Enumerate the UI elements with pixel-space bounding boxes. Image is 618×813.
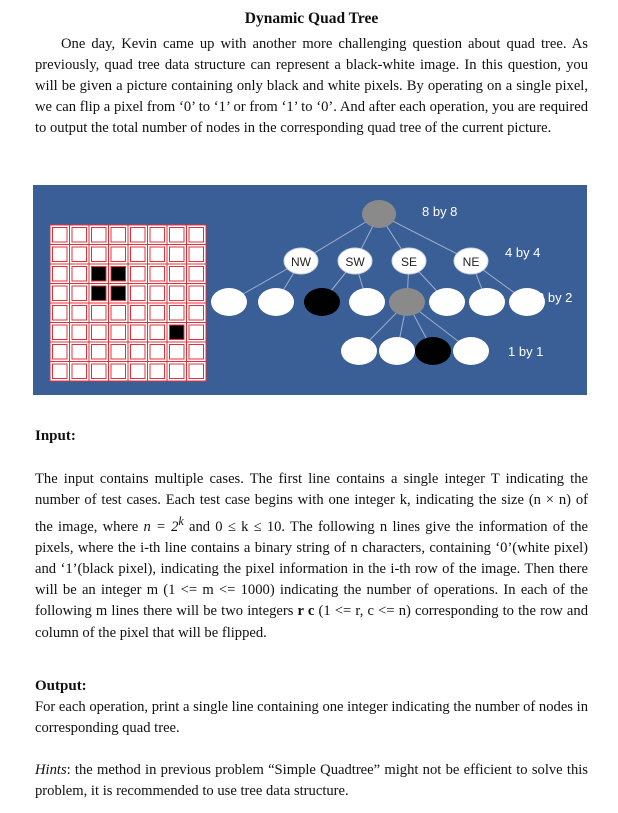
input-bold-vars: r c	[297, 603, 315, 620]
tree-node-level2	[304, 288, 340, 316]
input-text-2: and 0 ≤ k ≤ 10. The following n lines give the information of the pixels, where the i-th line contains a binary string of n characters, containing ‘0’(white pixel) and ‘1’(black pixel), indicating the pixel information in the i-th row of the image. Then there will be an integer m (1 <= m <= 1000) indicating the number of operations. In each of the following m lines there will be two integers	[35, 519, 588, 620]
grid-pixel	[189, 325, 204, 340]
grid-pixel	[92, 306, 107, 321]
label-8by8: 8 by 8	[422, 204, 458, 219]
hints-paragraph	[35, 760, 588, 802]
grid-pixel	[92, 364, 107, 379]
grid-pixel	[131, 345, 146, 360]
grid-pixel	[111, 364, 126, 379]
grid-pixel	[150, 306, 165, 321]
grid-pixel	[111, 325, 126, 340]
label-2by2: 2 by 2	[537, 290, 573, 305]
quadrant-label-ne: NE	[462, 255, 480, 269]
tree-node-level3	[379, 337, 415, 365]
grid-pixel	[189, 228, 204, 243]
grid-pixel	[170, 325, 185, 340]
grid-pixel	[150, 267, 165, 282]
tree-node-level3	[415, 337, 451, 365]
grid-pixel	[189, 267, 204, 282]
grid-pixel	[72, 325, 87, 340]
grid-pixel	[72, 364, 87, 379]
tree-node-level3	[341, 337, 377, 365]
quadrant-label-se: SE	[400, 255, 418, 269]
grid-pixel	[111, 228, 126, 243]
grid-pixel	[170, 286, 185, 301]
grid-pixel	[111, 247, 126, 262]
grid-pixel	[53, 267, 68, 282]
input-math-exponent: k	[178, 514, 184, 529]
grid-pixel	[150, 345, 165, 360]
grid-pixel	[131, 286, 146, 301]
grid-pixel	[72, 345, 87, 360]
input-math: n = 2	[143, 519, 179, 536]
grid-pixel	[111, 286, 126, 301]
tree-node-level2	[389, 288, 425, 316]
grid-pixel	[92, 267, 107, 282]
input-text-1: The input contains multiple cases. The first line contains a single integer T indicating the number of test cases. Each test case begins with one integer k, indicating the size (n × n) of the image, where	[35, 471, 588, 536]
tree-node-root	[362, 200, 396, 228]
grid-pixel	[170, 306, 185, 321]
grid-pixel	[150, 228, 165, 243]
grid-pixel	[92, 286, 107, 301]
tree-node-level2	[211, 288, 247, 316]
quadrant-label-sw: SW	[345, 255, 365, 269]
grid-pixel	[170, 267, 185, 282]
grid-pixel	[131, 267, 146, 282]
intro-text: One day, Kevin came up with another more challenging question about quad tree. As previously, quad tree data structure can represent a black-white image. In this question, you will be given a picture containing only black and white pixels. By operating on a single pixel, we can flip a pixel from ‘0’ to ‘1’ or from ‘1’ to ‘0’. And after each operation, you are required to output the total number of nodes in the corresponding quad tree of the current picture.	[35, 36, 588, 137]
grid-pixel	[131, 325, 146, 340]
grid-pixel	[53, 286, 68, 301]
grid-pixel	[131, 247, 146, 262]
input-heading: Input:	[35, 428, 76, 444]
grid-pixel	[92, 345, 107, 360]
grid-pixel	[53, 345, 68, 360]
intro-paragraph	[35, 34, 588, 139]
grid-pixel	[111, 345, 126, 360]
grid-pixel	[111, 306, 126, 321]
quad-tree-figure	[33, 185, 587, 395]
grid-pixel	[72, 247, 87, 262]
output-paragraph: For each operation, print a single line containing one integer indicating the number of nodes in corresponding quad tree.	[35, 699, 588, 737]
grid-pixel	[189, 247, 204, 262]
grid-pixel	[170, 247, 185, 262]
quadrant-label-nw: NW	[291, 255, 311, 269]
tree-node-level3	[453, 337, 489, 365]
tree-node-level2	[258, 288, 294, 316]
grid-pixel	[92, 247, 107, 262]
tree-node-level2	[429, 288, 465, 316]
grid-pixel	[170, 364, 185, 379]
grid-pixel	[53, 325, 68, 340]
label-1by1: 1 by 1	[508, 344, 544, 359]
grid-pixel	[72, 228, 87, 243]
grid-pixel	[131, 364, 146, 379]
grid-pixel	[150, 325, 165, 340]
input-text-3: (1 <= r, c <= n) corresponding to the row and column of the pixel that will be flipped.	[35, 603, 589, 641]
pixel-grid	[50, 225, 206, 381]
grid-pixel	[53, 228, 68, 243]
grid-pixel	[189, 286, 204, 301]
grid-pixel	[53, 306, 68, 321]
page-title: Dynamic Quad Tree	[244, 10, 379, 27]
grid-pixel	[150, 247, 165, 262]
grid-pixel	[189, 306, 204, 321]
grid-pixel	[92, 325, 107, 340]
grid-pixel	[189, 364, 204, 379]
tree-node-level2	[469, 288, 505, 316]
label-4by4: 4 by 4	[505, 245, 541, 260]
grid-pixel	[150, 286, 165, 301]
grid-pixel	[131, 306, 146, 321]
hints-label: Hints	[35, 762, 67, 778]
grid-pixel	[150, 364, 165, 379]
input-paragraph	[35, 469, 588, 644]
grid-pixel	[131, 228, 146, 243]
grid-pixel	[72, 267, 87, 282]
grid-pixel	[189, 345, 204, 360]
grid-pixel	[92, 228, 107, 243]
output-heading: Output:	[35, 678, 87, 694]
grid-pixel	[53, 364, 68, 379]
grid-pixel	[72, 306, 87, 321]
grid-pixel	[111, 267, 126, 282]
hints-text: : the method in previous problem “Simple Quadtree” might not be efficient to solve this problem, it is recommended to use tree data structure.	[35, 762, 588, 800]
grid-pixel	[170, 345, 185, 360]
grid-pixel	[72, 286, 87, 301]
grid-pixel	[53, 247, 68, 262]
tree-node-level2	[349, 288, 385, 316]
grid-pixel	[170, 228, 185, 243]
